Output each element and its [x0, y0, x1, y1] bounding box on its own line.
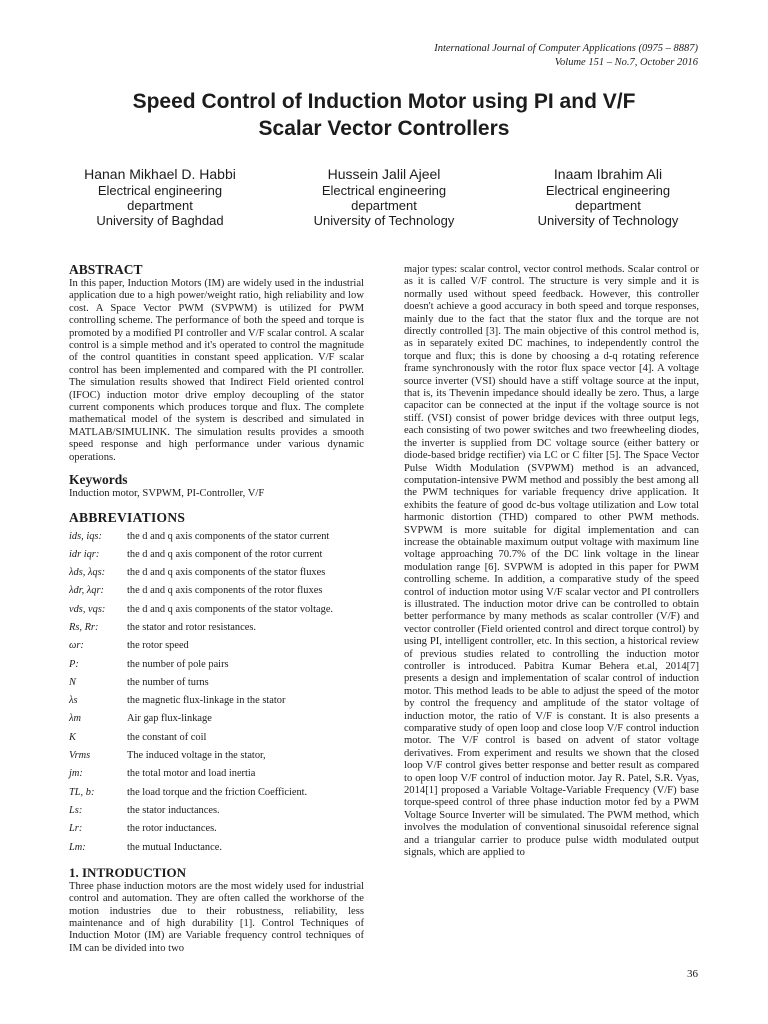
abbreviation-definition: the stator and rotor resistances.: [127, 621, 256, 633]
abbreviation-definition: the rotor speed: [127, 640, 189, 652]
author-name: Hanan Mikhael D. Habbi: [84, 166, 236, 182]
abbreviation-symbol: jm:: [69, 768, 83, 780]
page-number: 36: [687, 968, 698, 980]
abbreviation-symbol: Rs, Rr:: [69, 621, 99, 633]
abbreviation-definition: the d and q axis components of the stator fluxes: [127, 567, 326, 579]
abbreviation-definition: Air gap flux-linkage: [127, 713, 212, 725]
keywords-heading: Keywords: [69, 472, 128, 488]
abbreviation-symbol: N: [69, 676, 76, 688]
paper-title-line-2: Scalar Vector Controllers: [258, 117, 510, 140]
paper-title-line-1: Speed Control of Induction Motor using PI and V/F: [132, 90, 636, 113]
abbreviation-symbol: TL, b:: [69, 786, 95, 798]
abbreviation-definition: The induced voltage in the stator,: [127, 750, 266, 762]
abbreviation-row: [69, 729, 364, 747]
abbreviation-symbol: Lm:: [69, 841, 86, 853]
abbreviation-symbol: Lr:: [69, 823, 83, 835]
abbreviation-symbol: Ls:: [69, 804, 83, 816]
author-dept: Electrical engineering: [545, 183, 671, 198]
introduction-text: Three phase induction motors are the most widely used for industrial control and automation. They are often called the workhorse of the motion industries due to their robustness, reliability, less maintenance and of high durability [1]. Control Techniques of Induction Motor (IM) are Variable frequency control techniques of IM can be divided into two: [69, 880, 364, 954]
author-affiliation: University of Technology: [537, 213, 679, 228]
abbreviation-row: [69, 710, 364, 728]
right-column-text: major types: scalar control, vector control methods. Scalar control or as it is called V/F control. The structure is very simple and it is normally used without speed feedback. However, this controller doesn't achieve a good accuracy in both speed and torque responses, mainly due to the fact that the stator flux and the torque are not directly controlled [3]. The main objective of this control method is, as in separately exited DC machines, to independently control the torque and flux; this is done by choosing a d-q rotating reference frame synchronously with the rotor flux space vector [4]. A voltage source inverter (VSI) should have a stiff voltage source at the input, that is, its Thevenin impedance should ideally be zero. Thus, a large capacitor can be connected at the input if the voltage source is not stiff. (VSI) consist of power bridge devices with three output legs, each consisting of two power switches and two freewheeling diodes, the inverter is supplied from DC voltage source (either battery or diode-based bridge rectifier) via LC or C filter [5]. The Space Vector Pulse Width Modulation (SVPWM) method is an advanced, computation-intensive PWM method and possibly the best among all the PWM techniques for variable frequency drive application. It exhibits the feature of good dc-bus voltage utilization and Low total harmonic distortion (THD) compared to other PWM methods. SVPWM is more suitable for digital implementation and can increase the obtainable maximum output voltage with maximum line voltage approaching 70.7% of the DC link voltage in the linear modulation range [6]. SVPWM is adopted in this paper for PWM controlling scheme. In addition, a comparative study of the speed control of induction motor using V/F scalar vector and PI controllers is illustrated. The induction motor drive can be controlled to obtain better performance by many methods as scalar controller (V/F) and vector controller (Field oriented control and direct torque control) by using PI, intelligent controller, etc. In this section, a historical review of previous studies related to controlling the induction motor controller is introduced. Pabitra Kumar Behera et.al, 2014[7] presents a design and implementation of scalar control of induction motor. This method leads to be able to adjust the speed of the motor by control the frequency and amplitude of the stator voltage of induction motor, the ratio of V/F is constant. It is also presents a comparative study of open loop and close loop V/F control induction motor. The V/F control is based on advent of stator voltage derivatives. From experiment and results we shown that the closed loop V/F control gives better response and better result as compared to open loop V/F control of induction motor. Jay R. Patel, S.R. Vyas, 2014[1] proposed a Variable Voltage-Variable Frequency (V/F) base torque-speed control of three phase induction motor fed by a PWM Voltage Source Inverter will be simulated. The PWM method, which involves the modulation of conventional sinusoidal reference signal and a triangular carrier to produce pulse width modulated output signals, which are applied to: [404, 264, 699, 859]
abbreviation-definition: the d and q axis components of the stator current: [127, 530, 330, 542]
abbreviation-symbol: λs: [69, 695, 78, 707]
abbreviation-symbol: λds, λqs:: [69, 567, 106, 579]
author-affiliation: University of Technology: [313, 213, 455, 228]
abbreviation-row: [69, 637, 364, 655]
abbreviation-definition: the mutual Inductance.: [127, 841, 222, 853]
author-block-2: [274, 165, 494, 228]
journal-header: [434, 42, 698, 70]
abbreviation-definition: the load torque and the friction Coefficient.: [127, 786, 308, 798]
abbreviation-row: [69, 564, 364, 582]
abbreviation-row: [69, 692, 364, 710]
abbreviation-definition: the stator inductances.: [127, 804, 220, 816]
abbreviation-symbol: idr iqr:: [69, 548, 100, 560]
journal-name: International Journal of Computer Applications (0975 – 8887): [434, 43, 698, 54]
abbreviation-row: [69, 839, 364, 857]
right-column: [404, 264, 699, 860]
abstract-text: In this paper, Induction Motors (IM) are widely used in the industrial application due to a high power/weight ratio, high reliability and low cost. A Space Vector PWM (SVPWM) is utilized for PWM controlling scheme. The performance of both the speed and torque is promoted by a modified PI controller and V/F scalar control. A scalar control is a simple method and it's operated to control the magnitude of the control quantities in constant speed application. V/F scalar control has been implemented and compared with the PI controller. The simulation results showed that Indirect Field oriented control (IFOC) induction motor drive employ decoupling of the stator current components which produces torque and flux. The complete mathematical model of the system is described and simulated in MATLAB/SIMULINK. The simulation results provides a smooth speed response and high performance under various dynamic operations.: [69, 278, 364, 463]
abbreviations-heading: ABBREVIATIONS: [69, 509, 186, 525]
author-affiliation: University of Baghdad: [96, 213, 224, 228]
author-block-1: [50, 165, 270, 228]
journal-volume: Volume 151 – No.7, October 2016: [554, 57, 698, 68]
paper-title: [60, 88, 708, 142]
abbreviation-definition: the d and q axis components of the rotor fluxes: [127, 585, 323, 597]
author-name: Inaam Ibrahim Ali: [553, 166, 663, 182]
abbreviation-row: [69, 528, 364, 546]
abbreviation-definition: the d and q axis components of the stator voltage.: [127, 603, 334, 615]
abbreviation-symbol: λdr, λqr:: [69, 585, 104, 597]
abbreviation-row: [69, 747, 364, 765]
author-block-3: [498, 165, 718, 228]
abbreviation-row: [69, 784, 364, 802]
abbreviation-row: [69, 656, 364, 674]
abbreviation-definition: the d and q axis component of the rotor current: [127, 548, 323, 560]
abbreviation-row: [69, 802, 364, 820]
abbreviation-symbol: P:: [69, 658, 79, 670]
abbreviation-definition: the number of turns: [127, 676, 209, 688]
abbreviation-definition: the magnetic flux-linkage in the stator: [127, 695, 286, 707]
abbreviation-symbol: ωr:: [69, 640, 84, 652]
abbreviation-row: [69, 820, 364, 838]
abbreviation-row: [69, 765, 364, 783]
author-name: Hussein Jalil Ajeel: [327, 166, 441, 182]
keywords-text: Induction motor, SVPWM, PI-Controller, V/F: [69, 488, 265, 500]
abbreviation-definition: the rotor inductances.: [127, 823, 217, 835]
abbreviation-symbol: vds, vqs:: [69, 603, 106, 615]
abbreviation-row: [69, 601, 364, 619]
abbreviation-symbol: Vrms: [69, 750, 91, 762]
abbreviation-definition: the constant of coil: [127, 731, 207, 743]
left-column: [69, 262, 364, 955]
abbreviation-row: [69, 546, 364, 564]
author-dept: Electrical engineering: [97, 183, 223, 198]
author-dept: department: [575, 198, 641, 213]
author-dept: department: [351, 198, 417, 213]
introduction-heading: 1. INTRODUCTION: [69, 864, 187, 880]
abbreviation-symbol: λm: [69, 713, 82, 725]
abbreviation-definition: the number of pole pairs: [127, 658, 229, 670]
abbreviation-symbol: K: [69, 731, 76, 743]
abstract-heading: ABSTRACT: [69, 262, 143, 277]
abbreviation-row: [69, 619, 364, 637]
abbreviations-list: [69, 528, 364, 857]
abbreviation-symbol: ids, iqs:: [69, 530, 102, 542]
author-dept: department: [127, 198, 193, 213]
abbreviation-row: [69, 582, 364, 600]
abbreviation-row: [69, 674, 364, 692]
author-dept: Electrical engineering: [321, 183, 447, 198]
abbreviation-definition: the total motor and load inertia: [127, 768, 256, 780]
